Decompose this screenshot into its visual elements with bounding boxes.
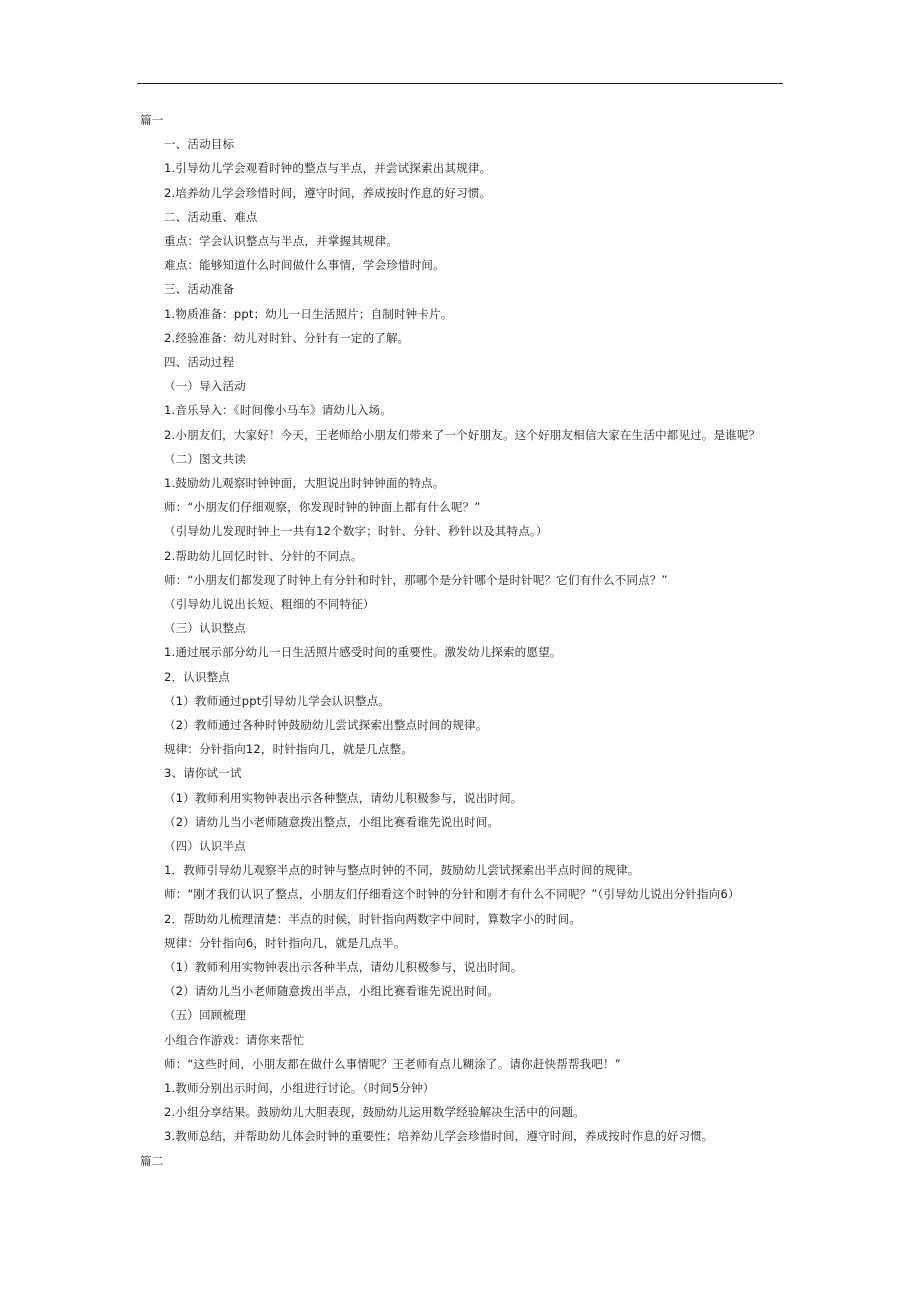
paragraph-line: （一）导入活动 (164, 379, 246, 394)
paragraph-line: （2）请幼儿当小老师随意拨出半点，小组比赛看谁先说出时间。 (164, 984, 500, 999)
paragraph-line: （五）回顾梳理 (164, 1008, 246, 1023)
paragraph-line: （三）认识整点 (164, 621, 246, 636)
paragraph-line: 师：“刚才我们认识了整点，小朋友们仔细看这个时钟的分针和刚才有什么不同呢？”（引导幼儿说出分针指向6） (164, 887, 740, 902)
paragraph-line: 师：“小朋友们仔细观察，你发现时钟的钟面上都有什么呢？” (164, 500, 481, 515)
paragraph-line: （1）教师通过ppt引导幼儿学会认识整点。 (164, 693, 391, 708)
paragraph-line: 1.物质准备：ppt；幼儿一日生活照片；自制时钟卡片。 (164, 306, 453, 321)
paragraph-line: （引导幼儿说出长短、粗细的不同特征） (164, 597, 375, 611)
paragraph-line: 2.小组分享结果。鼓励幼儿大胆表现，鼓励幼儿运用数学经验解决生活中的问题。 (164, 1105, 585, 1120)
paragraph-line: 二、活动重、难点 (164, 209, 258, 224)
paragraph-line: 1.鼓励幼儿观察时钟钟面，大胆说出时钟钟面的特点。 (164, 476, 445, 490)
paragraph-line: 1.通过展示部分幼儿一日生活照片感受时间的重要性。激发幼儿探索的愿望。 (164, 645, 562, 660)
paragraph-line: （1）教师利用实物钟表出示各种整点，请幼儿积极参与，说出时间。 (164, 790, 523, 805)
paragraph-line: （四）认识半点 (164, 839, 246, 853)
paragraph-line: （引导幼儿发现时钟上一共有12个数字；时针、分针、秒针以及其特点。） (164, 524, 548, 539)
paragraph-line: 2．认识整点 (164, 669, 231, 684)
paragraph-line: （二）图文共读 (164, 451, 246, 466)
paragraph-line: 3.教师总结，并帮助幼儿体会时钟的重要性；培养幼儿学会珍惜时间，遵守时间，养成按时作息的好习惯。 (164, 1129, 714, 1144)
paragraph-line: 1．教师引导幼儿观察半点的时钟与整点时钟的不同，鼓励幼儿尝试探索出半点时间的规律。 (164, 863, 640, 878)
paragraph-line: 1.音乐导入：《时间像小马车》请幼儿入场。 (164, 403, 392, 418)
paragraph-line: 小组合作游戏：请你来帮忙 (164, 1032, 305, 1047)
header-rule (137, 83, 783, 84)
paragraph-line: 四、活动过程 (164, 355, 235, 369)
paragraph-line: 规律：分针指向12，时针指向几，就是几点整。 (164, 742, 414, 757)
paragraph-line: 1.引导幼儿学会观看时钟的整点与半点，并尝试探索出其规律。 (164, 161, 492, 176)
paragraph-line: 2.小朋友们，大家好！今天，王老师给小朋友们带来了一个好朋友。这个好朋友相信大家在生活中都见过。是谁呢？ (164, 427, 761, 442)
paragraph-line: 三、活动准备 (164, 282, 235, 297)
section-heading: 篇一 (140, 113, 164, 127)
paragraph-line: 2.帮助幼儿回忆时针、分针的不同点。 (164, 548, 363, 563)
paragraph-line: 3、请你试一试 (164, 766, 242, 781)
paragraph-line: 师：“这些时间，小朋友都在做什么事情呢？王老师有点儿糊涂了。请你赶快帮帮我吧！” (164, 1056, 621, 1071)
paragraph-line: 2.培养幼儿学会珍惜时间，遵守时间，养成按时作息的好习惯。 (164, 185, 492, 200)
paragraph-line: 一、活动目标 (164, 137, 235, 152)
paragraph-line: 1.教师分别出示时间，小组进行讨论。（时间5分钟） (164, 1081, 435, 1095)
paragraph-line: 2.经验准备：幼儿对时针、分针有一定的了解。 (164, 330, 410, 345)
paragraph-line: 重点：学会认识整点与半点，并掌握其规律。 (164, 234, 398, 248)
paragraph-line: 规律：分针指向6，时针指向几，就是几点半。 (164, 935, 406, 950)
paragraph-line: （1）教师利用实物钟表出示各种半点，请幼儿积极参与，说出时间。 (164, 960, 523, 974)
paragraph-line: （2）教师通过各种时钟鼓励幼儿尝试探索出整点时间的规律。 (164, 718, 488, 732)
paragraph-line: 2．帮助幼儿梳理清楚：半点的时候，时针指向两数字中间时，算数字小的时间。 (164, 911, 582, 926)
paragraph-line: （2）请幼儿当小老师随意拨出整点，小组比赛看谁先说出时间。 (164, 814, 500, 829)
section-heading: 篇二 (140, 1153, 164, 1168)
paragraph-line: 师：“小朋友们都发现了时钟上有分针和时针，那哪个是分针哪个是时针呢？它们有什么不同点？” (164, 572, 668, 587)
paragraph-line: 难点：能够知道什么时间做什么事情，学会珍惜时间。 (164, 258, 445, 273)
